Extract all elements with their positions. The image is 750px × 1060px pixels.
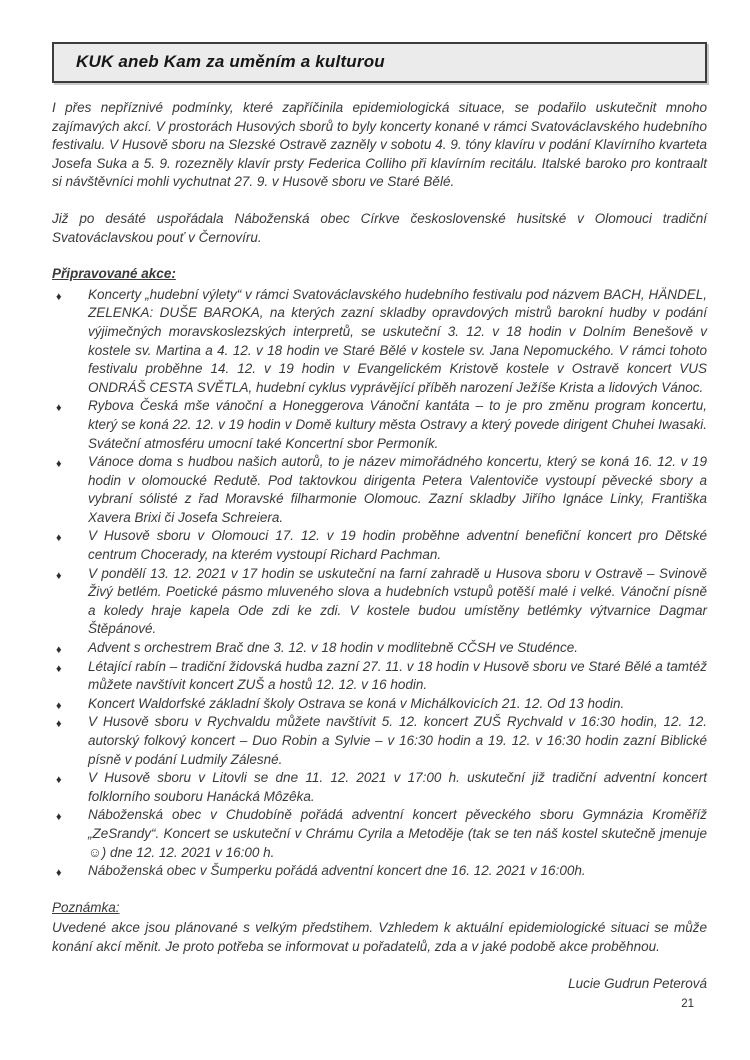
intro-paragraph-1: I přes nepříznivé podmínky, které zapříčinila epidemiologická situace, se podařilo uskutečnit mnoho zajímavých akcí. V prostorách Husových sborů to byly koncerty konané v rámci Svatováclavského hudebního festivalu. V Husově sboru na Slezské Ostravě zazněly v sobotu 4. 9. tóny klavíru v podání Klavírního kvarteta Josefa Suka a 5. 9. rozezněly klavír prsty Federica Colliho při klavírním recitálu. Italské baroko pro kontraalt si návštěvníci mohli vychutnat 27. 9. v Husově sboru ve Staré Bělé. xyxy=(52,100,707,190)
diamond-bullet-icon: ♦ xyxy=(56,402,62,415)
list-item xyxy=(52,565,707,639)
list-item xyxy=(52,527,707,564)
diamond-bullet-icon: ♦ xyxy=(56,569,62,582)
page-number: 21 xyxy=(681,998,694,1010)
events-heading: Připravované akce: xyxy=(52,266,176,282)
event-text: Koncerty „hudební výlety“ v rámci Svatováclavského hudebního festivalu pod názvem BACH, HÄNDEL, ZELENKA: DUŠE BAROKA, na kterých zazní skladby opravdových mistrů barokní hudby v podání výjimečných moravskoslezských interpretů, se uskuteční 3. 12. v 18 hodin v Dolním Benešově v kostele sv. Martina a 4. 12. v 18 hodin ve Staré Bělé v kostele sv. Jana Nepomuckého. V rámci tohoto festivalu proběhne 14. 12. v 19 hodin v Evangelickém Kristově kostele v Ostravě koncert VUS ONDRÁŠ CESTA SVĚTLA, hudební cyklus vyprávějící příběh narození Ježíše Krista a lidových Vánoc. xyxy=(88,286,707,395)
list-item xyxy=(52,397,707,453)
list-item xyxy=(52,453,707,527)
author-signature: Lucie Gudrun Peterová xyxy=(568,975,707,991)
event-text: V Husově sboru v Rychvaldu můžete navštívit 5. 12. koncert ZUŠ Rychvald v 16:30 hodin, 12. 12. autorský folkový koncert – Duo Robin a Sylvie – v 16:30 hodin a 19. 12. v 16:30 hodin zazní Biblické písně v podání Ludmily Zálesné. xyxy=(88,714,707,767)
event-text: Vánoce doma s hudbou našich autorů, to je název mimořádného koncertu, který se koná 16. 12. v 19 hodin v olomoucké Redutě. Pod taktovkou dirigenta Petera Valentoviče vystoupí pěvecké sbory a vybraní sólisté z řad Moravské filharmonie Olomouc. Zazní skladby Jiřího Ignáce Linky, Františka Xavera Brixi či Josefa Schreiera. xyxy=(88,454,707,525)
list-item xyxy=(52,286,707,398)
event-text: V Husově sboru v Olomouci 17. 12. v 19 hodin proběhne adventní benefiční koncert pro Dětské centrum Chocerady, na kterém vystoupí Richard Pachman. xyxy=(88,528,707,563)
diamond-bullet-icon: ♦ xyxy=(56,532,62,545)
list-item xyxy=(52,713,707,769)
list-item xyxy=(52,695,707,714)
event-text: Koncert Waldorfské základní školy Ostrava se koná v Michálkovicích 21. 12. Od 13 hodin. xyxy=(88,695,625,711)
diamond-bullet-icon: ♦ xyxy=(56,811,62,824)
diamond-bullet-icon: ♦ xyxy=(56,867,62,880)
article-body xyxy=(52,99,707,993)
list-item xyxy=(52,769,707,806)
diamond-bullet-icon: ♦ xyxy=(56,644,62,657)
event-text: Advent s orchestrem Brač dne 3. 12. v 18 hodin v modlitebně CČSH ve Studénce. xyxy=(88,640,579,656)
page-title: KUK aneb Kam za uměním a kulturou xyxy=(76,52,385,71)
list-item xyxy=(52,658,707,695)
events-list xyxy=(52,286,707,881)
event-text: Létající rabín – tradiční židovská hudba zazní 27. 11. v 18 hodin v Husově sboru ve Staré Bělé a tamtéž můžete navštívit koncert ZUŠ a hostů 12. 12. v 16 hodin. xyxy=(88,658,707,693)
list-item xyxy=(52,806,707,862)
event-text: Rybova Česká mše vánoční a Honeggerova Vánoční kantáta – to je pro změnu program koncertu, který se koná 22. 12. v 19 hodin v Domě kultury města Ostravy a který povede dirigent Chuhei Iwasaki. Sváteční atmosféru umocní také Koncertní sbor Permoník. xyxy=(88,398,707,451)
event-text: Náboženská obec v Šumperku pořádá adventní koncert dne 16. 12. 2021 v 16:00h. xyxy=(88,863,586,879)
event-text: V pondělí 13. 12. 2021 v 17 hodin se uskuteční na farní zahradě u Husova sboru v Ostravě – Svinově Živý betlém. Poetické pásmo mluveného slova a hudebních vstupů potěší malé i velké. Vánoční písně a koledy hraje kapela Ode zdi ke zdi. V kostele budou umístěny betlémky výtvarnice Dagmar Štěpánové. xyxy=(88,565,707,637)
diamond-bullet-icon: ♦ xyxy=(56,290,62,303)
article-title-box xyxy=(52,42,707,83)
event-text: V Husově sboru v Litovli se dne 11. 12. 2021 v 17:00 h. uskuteční již tradiční adventní koncert folklorního souboru Hanácká Môzêka. xyxy=(88,770,707,804)
diamond-bullet-icon: ♦ xyxy=(56,718,62,731)
list-item xyxy=(52,639,707,658)
diamond-bullet-icon: ♦ xyxy=(56,458,62,471)
list-item xyxy=(52,862,707,881)
intro-paragraph-2: Již po desáté uspořádala Náboženská obec Církve československé husitské v Olomouci tradiční Svatováclavskou pouť v Černovíru. xyxy=(52,210,707,245)
diamond-bullet-icon: ♦ xyxy=(56,699,62,712)
diamond-bullet-icon: ♦ xyxy=(56,662,62,675)
note-heading: Poznámka: xyxy=(52,899,120,915)
diamond-bullet-icon: ♦ xyxy=(56,774,62,787)
event-text: Náboženská obec v Chudobíně pořádá adventní koncert pěveckého sboru Gymnázia Kroměříž „ZeSrandy“. Koncert se uskuteční v Chrámu Cyrila a Metoděje (tak se ten náš kostel skutečně jmenuje ☺) dne 12. 12. 2021 v 16:00 h. xyxy=(88,807,707,860)
note-text: Uvedené akce jsou plánované s velkým předstihem. Vzhledem k aktuální epidemiologické situaci se může konání akcí měnit. Je proto potřeba se informovat u pořadatelů, zda a v jaké podobě akce proběhnou. xyxy=(52,920,707,954)
